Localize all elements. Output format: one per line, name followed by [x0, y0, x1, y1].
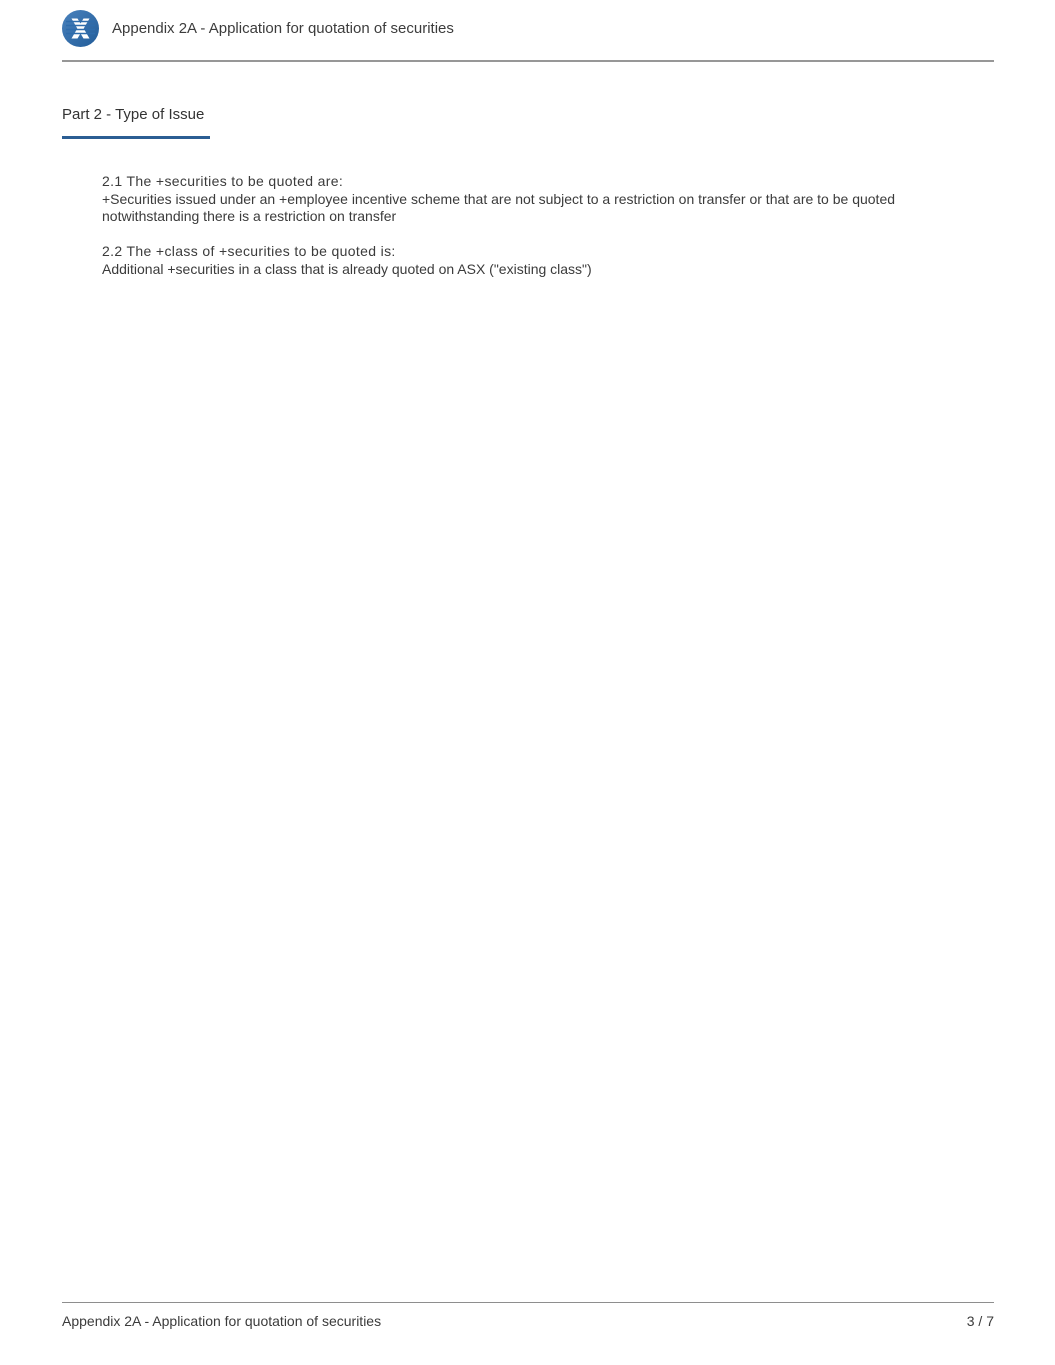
page-footer: [62, 1313, 994, 1329]
header-divider: [62, 60, 994, 62]
page-number: 3 / 7: [966, 1313, 994, 1329]
section-heading: [62, 106, 210, 139]
section-title: Part 2 - Type of Issue: [62, 106, 205, 123]
question-2-2: [102, 243, 934, 278]
question-2-2-label: 2.2 The +class of +securities to be quoted is:: [102, 243, 396, 259]
questions-block: [102, 173, 934, 278]
page-header: [62, 10, 454, 47]
header-title: Appendix 2A - Application for quotation of securities: [112, 20, 454, 37]
question-2-1: [102, 173, 934, 226]
question-2-1-label: 2.1 The +securities to be quoted are:: [102, 173, 344, 189]
question-2-1-answer: +Securities issued under an +employee incentive scheme that are not subject to a restriction on transfer or that are to be quoted notwithstanding there is a restriction on transfer: [102, 190, 896, 224]
section-title-underline: [62, 136, 210, 139]
asx-logo-icon: [62, 10, 99, 47]
question-2-2-answer: Additional +securities in a class that is already quoted on ASX ("existing class"): [102, 260, 592, 277]
footer-title: Appendix 2A - Application for quotation of securities: [62, 1313, 382, 1329]
footer-divider: [62, 1302, 994, 1303]
